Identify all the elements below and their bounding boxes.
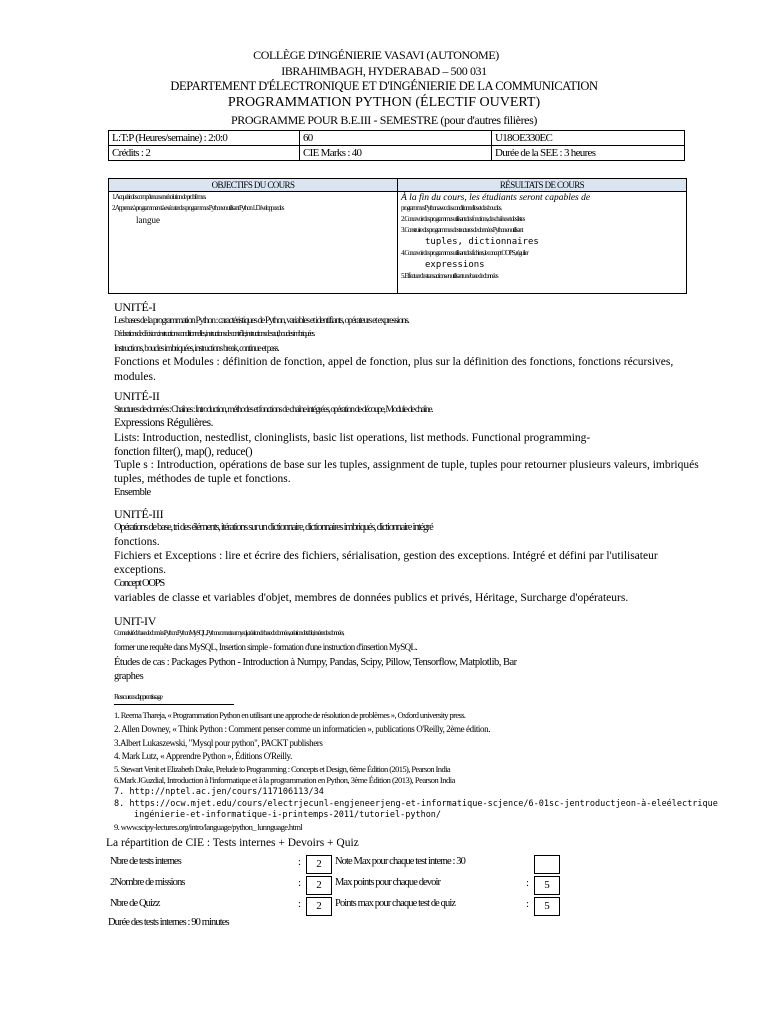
cie-row-value: 2	[306, 855, 332, 874]
colon: :	[526, 898, 530, 910]
list-item: langue	[136, 215, 160, 225]
unit-3-line: Opérations de base, tri des éléments, itérations sur un dictionnaire, dictionnaires imbriqués, dictionnaire intégré	[114, 522, 433, 533]
program-line: PROGRAMME POUR B.E.III - SEMESTRE (pour d'autres filières)	[231, 113, 537, 127]
list-item: programmes Python avec des conditionnelles et des boucles.	[401, 204, 501, 212]
objectives-header: OBJECTIFS DU COURS	[109, 179, 398, 192]
unit-1-title: UNITÉ-I	[114, 300, 156, 314]
reference-item: 9. www.scipy-lectures.org/intro/language/python_ lunnguage.html	[114, 822, 303, 832]
unit-3-line: Concept OOPS	[114, 578, 165, 589]
reference-item: ingénierie-et-informatique-i-printemps-2011/tutoriel-python/	[134, 810, 442, 820]
unit-4-line: Connectivité de base de données Python : Python MySQL, Python connecteur mysql, création de base de données, création de table, insérer des données,	[114, 629, 344, 637]
outcomes-header: RÉSULTATS DE COURS	[398, 179, 686, 192]
colon: :	[298, 856, 302, 868]
list-item: 3. Construire des programmes de structures de données Python en utilisant	[401, 226, 523, 234]
ltp-cell: L:T:P (Heures/semaine) : 2:0:0	[109, 131, 300, 146]
unit-3-line: exceptions.	[114, 564, 167, 576]
unit-3-line: variables de classe et variables d'objet, membres de données publics et privés, Héritage, Surcharge d'opérateurs.	[114, 592, 629, 604]
reference-item: 2. Allen Downey, « Think Python : Comment penser comme un informaticien », publications O'Reilly, 2ème édition.	[114, 724, 491, 734]
outcomes-intro: À la fin du cours, les étudiants seront capables de	[401, 193, 591, 203]
college-address: IBRAHIMBAGH, HYDERABAD – 500 031	[281, 64, 487, 78]
list-item: 2.Apprenez à programmer et à exécuter des programmes Python en utilisant Python 1. Développez des	[112, 204, 284, 212]
cie-row-max-label: Max points pour chaque devoir	[335, 877, 441, 888]
cie-row-label: Nbre de tests internes	[110, 856, 181, 867]
colon: :	[526, 877, 530, 889]
reference-item: 7. http://nptel.ac.jen/cours/117106113/34	[114, 787, 324, 797]
cie-row-max-value	[534, 855, 560, 874]
cie-row-value: 2	[306, 876, 332, 895]
cie-row-value: 2	[306, 897, 332, 916]
cie-row-max-label: Points max pour chaque test de quiz	[335, 898, 456, 909]
unit-4-title: UNIT-IV	[114, 614, 157, 628]
colon: :	[298, 877, 302, 889]
reference-item: 1. Reema Thareja, « Programmation Python en utilisant une approche de résolution de problèmes », Oxford university press.	[114, 710, 466, 720]
list-item: 5. Effectuer des transactions en utilisant une base de données	[401, 272, 498, 280]
cie-title: La répartition de CIE : Tests internes + Devoirs + Quiz	[106, 837, 359, 849]
unit-2-line: Lists: Introduction, nestedlist, cloninglists, basic list operations, list methods. Functional programming-	[114, 432, 591, 444]
unit-2-line: Tuple s : Introduction, opérations de base sur les tuples, assignment de tuple, tuples pour retourner plusieurs valeurs, imbriqués	[114, 459, 699, 471]
cie-row-max-value: 5	[534, 897, 560, 916]
list-item: 2. Concevoir des programmes utilisant des fonctions, des chaînes et des listes	[401, 215, 525, 223]
cie-row-label: 2Nombre de missions	[110, 877, 185, 888]
unit-2-line: fonction filter(), map(), reduce()	[114, 446, 253, 458]
reference-item: 6.Mark JGuzdial, Introduction à l'informatique et à la programmation en Python, 3ème Édition (2013), Pearson India	[114, 775, 455, 785]
unit-3-line: fonctions.	[114, 536, 160, 548]
colon: :	[298, 898, 302, 910]
objectives-outcomes-table	[108, 178, 687, 294]
resources-title: Ressources d'apprentissage	[114, 692, 162, 701]
see-duration-cell: Durée de la SEE : 3 heures	[492, 146, 685, 161]
course-title: PROGRAMMATION PYTHON (ÉLECTIF OUVERT)	[227, 95, 541, 110]
unit-4-line: Études de cas : Packages Python - Introduction à Numpy, Pandas, Scipy, Pillow, Tensorflow, Matplotlib, Bar	[114, 657, 517, 668]
internal-test-duration: Durée des tests internes : 90 minutes	[108, 917, 229, 928]
unit-2-title: UNITÉ-II	[114, 389, 160, 403]
credits-cell: Crédits : 2	[109, 146, 300, 161]
college-name: COLLÈGE D'INGÉNIERIE VASAVI (AUTONOME)	[253, 48, 499, 62]
list-item: tuples, dictionnaires	[425, 237, 539, 247]
unit-1-line: Instructions, boucles imbriquées, instructions break, continue et pass.	[114, 343, 279, 353]
list-item: 1.Acquérir des compétences en résolution de problèmes.	[112, 193, 206, 201]
unit-2-line: Expressions Régulières.	[114, 417, 214, 429]
reference-item: 3.Albert Lukaszewski, "Mysql pour python", PACKT publishers	[114, 738, 323, 748]
unit-2-line: Ensemble	[114, 487, 151, 498]
reference-item: 8. https://ocw.mjet.edu/cours/electrjecunl-engjeneerjeng-et-informatique-scjence/6-01sc-jentroductjeon-à-eleélectrique	[114, 799, 718, 809]
reference-item: 5. Stewart Venit et Elizabeth Drake, Prelude to Programming : Concepts et Design, 6ème Édition (2015), Pearson India	[114, 764, 451, 774]
unit-1-line: modules.	[114, 371, 156, 383]
cie-marks-cell: CIE Marks : 40	[300, 146, 492, 161]
unit-4-line: former une requête dans MySQL, Insertion simple - formation d'une instruction d'insertion MySQL.	[114, 642, 418, 652]
course-code-cell: U18OE330EC	[492, 131, 685, 146]
list-item: expressions	[425, 260, 485, 270]
unit-1-line: Déclarations de décision : instructions conditionnelles, instructions de contrôle, instructions de saut, boucles imbriquées.	[114, 329, 314, 338]
hours-cell: 60	[300, 131, 492, 146]
unit-1-line: Les bases de la programmation Python : caractéristiques de Python, variables et identifiants, opérateurs et expressions.	[114, 316, 409, 326]
unit-4-line: graphes	[114, 671, 144, 682]
unit-1-line: Fonctions et Modules : définition de fonction, appel de fonction, plus sur la définition des fonctions, fonctions récursives,	[114, 356, 674, 368]
reference-item: 4. Mark Lutz, « Apprendre Python », Éditions O'Reilly.	[114, 751, 292, 761]
resources-divider	[114, 704, 234, 705]
cie-row-max-label: Note Max pour chaque test interne : 30	[335, 856, 465, 867]
unit-2-line: Structures de données : Chaînes : Introduction, méthodes et fonctions de chaîne intégrées, opération de découpe, Module de chaîne.	[114, 405, 433, 415]
list-item: 4. Concevoir des programmes utilisant des fichiers, le concept OOPS, régulier	[401, 249, 528, 257]
unit-2-line: tuples, méthodes de tuple et fonctions.	[114, 473, 291, 485]
credits-table	[108, 130, 685, 161]
unit-3-title: UNITÉ-III	[114, 507, 164, 521]
cie-row-max-value: 5	[534, 876, 560, 895]
cie-row-label: Nbre de Quizz	[110, 898, 160, 909]
outcomes-list	[398, 192, 686, 293]
department-name: DEPARTEMENT D'ÉLECTRONIQUE ET D'INGÉNIERIE DE LA COMMUNICATION	[170, 79, 598, 93]
objectives-list	[109, 192, 398, 293]
unit-3-line: Fichiers et Exceptions : lire et écrire des fichiers, sérialisation, gestion des exceptions. Intégré et défini par l'utilisateur	[114, 550, 658, 562]
